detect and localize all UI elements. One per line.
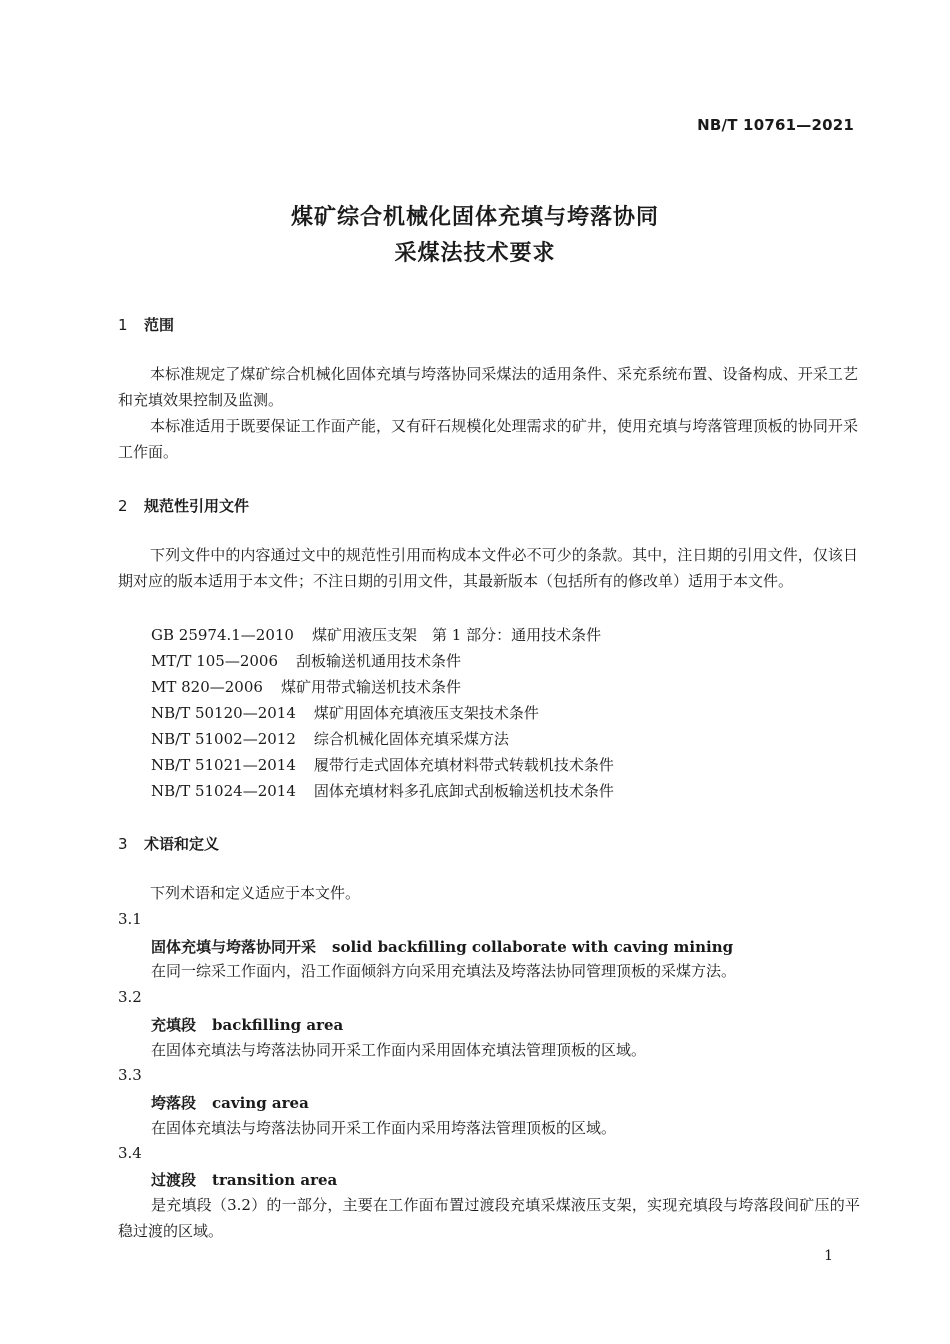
term-chinese: 垮落段 [151,1094,197,1112]
term-definition: 在固体充填法与垮落法协同开采工作面内采用垮落法管理顶板的区域。 [151,1119,617,1137]
section-title: 范围 [144,316,175,334]
term-number: 3.3 [118,1066,142,1084]
term-english: backfilling area [212,1016,344,1034]
section-number: 3 [118,835,128,853]
term-heading [151,1169,337,1190]
reference-item [151,728,509,749]
section-2-intro: 下列文件中的内容通过文中的规范性引用而构成本文件必不可少的条款。其中，注日期的引用文件，仅该日期对应的版本适用于本文件；不注日期的引用文件，其最新版本（包括所有的修改单）适用于本文件。 [118,546,858,590]
standard-number: NB/T 10761—2021 [697,116,854,134]
term-number: 3.2 [118,988,142,1006]
term-number: 3.4 [118,1144,142,1162]
term-english: caving area [212,1094,309,1112]
term-english: solid backfilling collaborate with caving mining [332,938,734,956]
section-3-heading [118,833,219,854]
term-chinese: 充填段 [151,1016,197,1034]
section-title: 术语和定义 [144,835,220,853]
section-1-paragraph-2: 本标准适用于既要保证工作面产能，又有矸石规模化处理需求的矿井，使用充填与垮落管理顶板的协同开采工作面。 [118,417,858,461]
reference-item [151,780,614,801]
reference-item [151,650,461,671]
reference-code: NB/T 51024—2014 [151,782,296,800]
section-number: 2 [118,497,128,515]
term-chinese: 固体充填与垮落协同开采 [151,938,317,956]
term-heading [151,1092,309,1113]
reference-code: NB/T 51002—2012 [151,730,296,748]
reference-title: 综合机械化固体充填采煤方法 [313,730,509,748]
reference-item [151,754,614,775]
section-1-heading [118,314,174,335]
reference-title: 固体充填材料多孔底卸式刮板输送机技术条件 [313,782,614,800]
reference-item [151,624,601,645]
reference-item [151,702,539,723]
reference-title: 煤矿用带式输送机技术条件 [280,678,461,696]
term-chinese: 过渡段 [151,1171,197,1189]
reference-code: GB 25974.1—2010 [151,626,294,644]
reference-code: MT 820—2006 [151,678,263,696]
term-heading [151,936,733,957]
document-title-line1: 煤矿综合机械化固体充填与垮落协同 [290,205,659,230]
section-2-heading [118,495,249,516]
page-number: 1 [824,1248,833,1264]
term-definition: 是充填段（3.2）的一部分，主要在工作面布置过渡段充填采煤液压支架，实现充填段与垮落段间矿压的平稳过渡的区域。 [118,1196,860,1240]
reference-title: 刮板输送机通用技术条件 [296,652,462,670]
term-heading [151,1014,343,1035]
section-1-paragraph-1: 本标准规定了煤矿综合机械化固体充填与垮落协同采煤法的适用条件、采充系统布置、设备构成、开采工艺和充填效果控制及监测。 [118,365,858,409]
reference-code: NB/T 50120—2014 [151,704,296,722]
term-english: transition area [212,1171,338,1189]
reference-title: 煤矿用液压支架 第 1 部分：通用技术条件 [311,626,602,644]
reference-title: 煤矿用固体充填液压支架技术条件 [313,704,539,722]
reference-item [151,676,461,697]
reference-title: 履带行走式固体充填材料带式转载机技术条件 [313,756,614,774]
section-3-intro: 下列术语和定义适应于本文件。 [150,884,361,902]
term-definition: 在固体充填法与垮落法协同开采工作面内采用固体充填法管理顶板的区域。 [151,1041,647,1059]
section-number: 1 [118,316,128,334]
reference-code: NB/T 51021—2014 [151,756,296,774]
section-title: 规范性引用文件 [144,497,250,515]
document-title-line2: 采煤法技术要求 [394,241,556,266]
term-definition: 在同一综采工作面内，沿工作面倾斜方向采用充填法及垮落法协同管理顶板的采煤方法。 [151,962,737,980]
reference-code: MT/T 105—2006 [151,652,278,670]
term-number: 3.1 [118,910,142,928]
